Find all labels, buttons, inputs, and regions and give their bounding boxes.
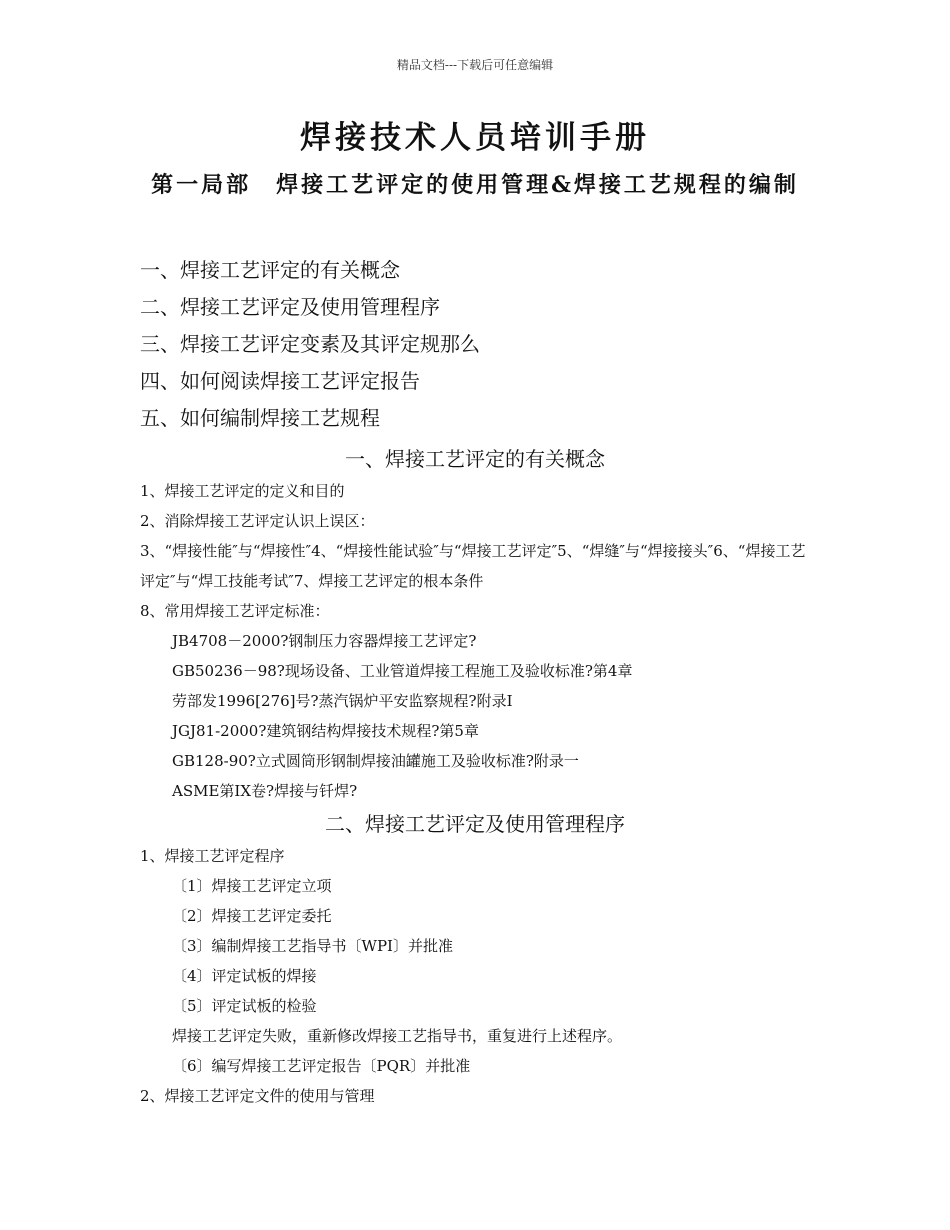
standard-item: JGJ81-2000?建筑钢结构焊接技术规程?第5章 bbox=[172, 722, 479, 740]
table-of-contents bbox=[140, 252, 480, 437]
standards-title: 8、常用焊接工艺评定标准： bbox=[140, 602, 330, 620]
standard-item: ASME第IX卷?焊接与钎焊? bbox=[172, 782, 358, 800]
procedure-note: 焊接工艺评定失败，重新修改焊接工艺指导书，重复进行上述程序。 bbox=[172, 1027, 623, 1045]
standard-item: 劳部发1996[276]号?蒸汽锅炉平安监察规程?附录I bbox=[172, 692, 513, 710]
procedure-step: 〔5〕评定试板的检验 bbox=[172, 997, 317, 1015]
toc-item: 四、如何阅读焊接工艺评定报告 bbox=[140, 369, 420, 393]
toc-item: 五、如何编制焊接工艺规程 bbox=[140, 406, 380, 430]
page-header: 精品文档---下载后可任意编辑 bbox=[396, 58, 554, 72]
section2-item: 1、焊接工艺评定程序 bbox=[140, 847, 285, 865]
procedure-step: 〔3〕编制焊接工艺指导书〔WPI〕并批准 bbox=[172, 937, 453, 955]
section1-paragraph: 3、“焊接性能″与“焊接性″4、“焊接性能试验″与“焊接工艺评定″5、“焊缝″与“焊接接头″6、“焊接工艺评定″与“焊工技能考试″7、焊接工艺评定的根本条件 bbox=[140, 542, 806, 590]
procedure-step: 〔4〕评定试板的焊接 bbox=[172, 967, 317, 985]
toc-item: 二、焊接工艺评定及使用管理程序 bbox=[140, 295, 440, 319]
procedure-step: 〔1〕焊接工艺评定立项 bbox=[172, 877, 332, 895]
section2-item: 2、焊接工艺评定文件的使用与管理 bbox=[140, 1087, 375, 1105]
section2-body bbox=[140, 841, 820, 1111]
section1-line: 1、焊接工艺评定的定义和目的 bbox=[140, 482, 345, 500]
section2-heading: 二、焊接工艺评定及使用管理程序 bbox=[325, 812, 625, 836]
procedure-step: 〔2〕焊接工艺评定委托 bbox=[172, 907, 332, 925]
part-subtitle: 第一局部 焊接工艺评定的使用管理&焊接工艺规程的编制 bbox=[151, 172, 799, 198]
standard-item: GB50236－98?现场设备、工业管道焊接工程施工及验收标准?第4章 bbox=[172, 662, 633, 680]
toc-item: 一、焊接工艺评定的有关概念 bbox=[140, 258, 400, 282]
toc-item: 三、焊接工艺评定变素及其评定规那么 bbox=[140, 332, 480, 356]
section1-heading: 一、焊接工艺评定的有关概念 bbox=[345, 447, 605, 471]
section1-line: 2、消除焊接工艺评定认识上误区： bbox=[140, 512, 375, 530]
procedure-step: 〔6〕编写焊接工艺评定报告〔PQR〕并批准 bbox=[172, 1057, 471, 1075]
section1-body bbox=[140, 476, 820, 806]
standard-item: JB4708－2000?钢制压力容器焊接工艺评定? bbox=[172, 632, 477, 650]
document-title: 焊接技术人员培训手册 bbox=[300, 120, 650, 156]
standard-item: GB128-90?立式圆筒形钢制焊接油罐施工及验收标准?附录一 bbox=[172, 752, 579, 770]
